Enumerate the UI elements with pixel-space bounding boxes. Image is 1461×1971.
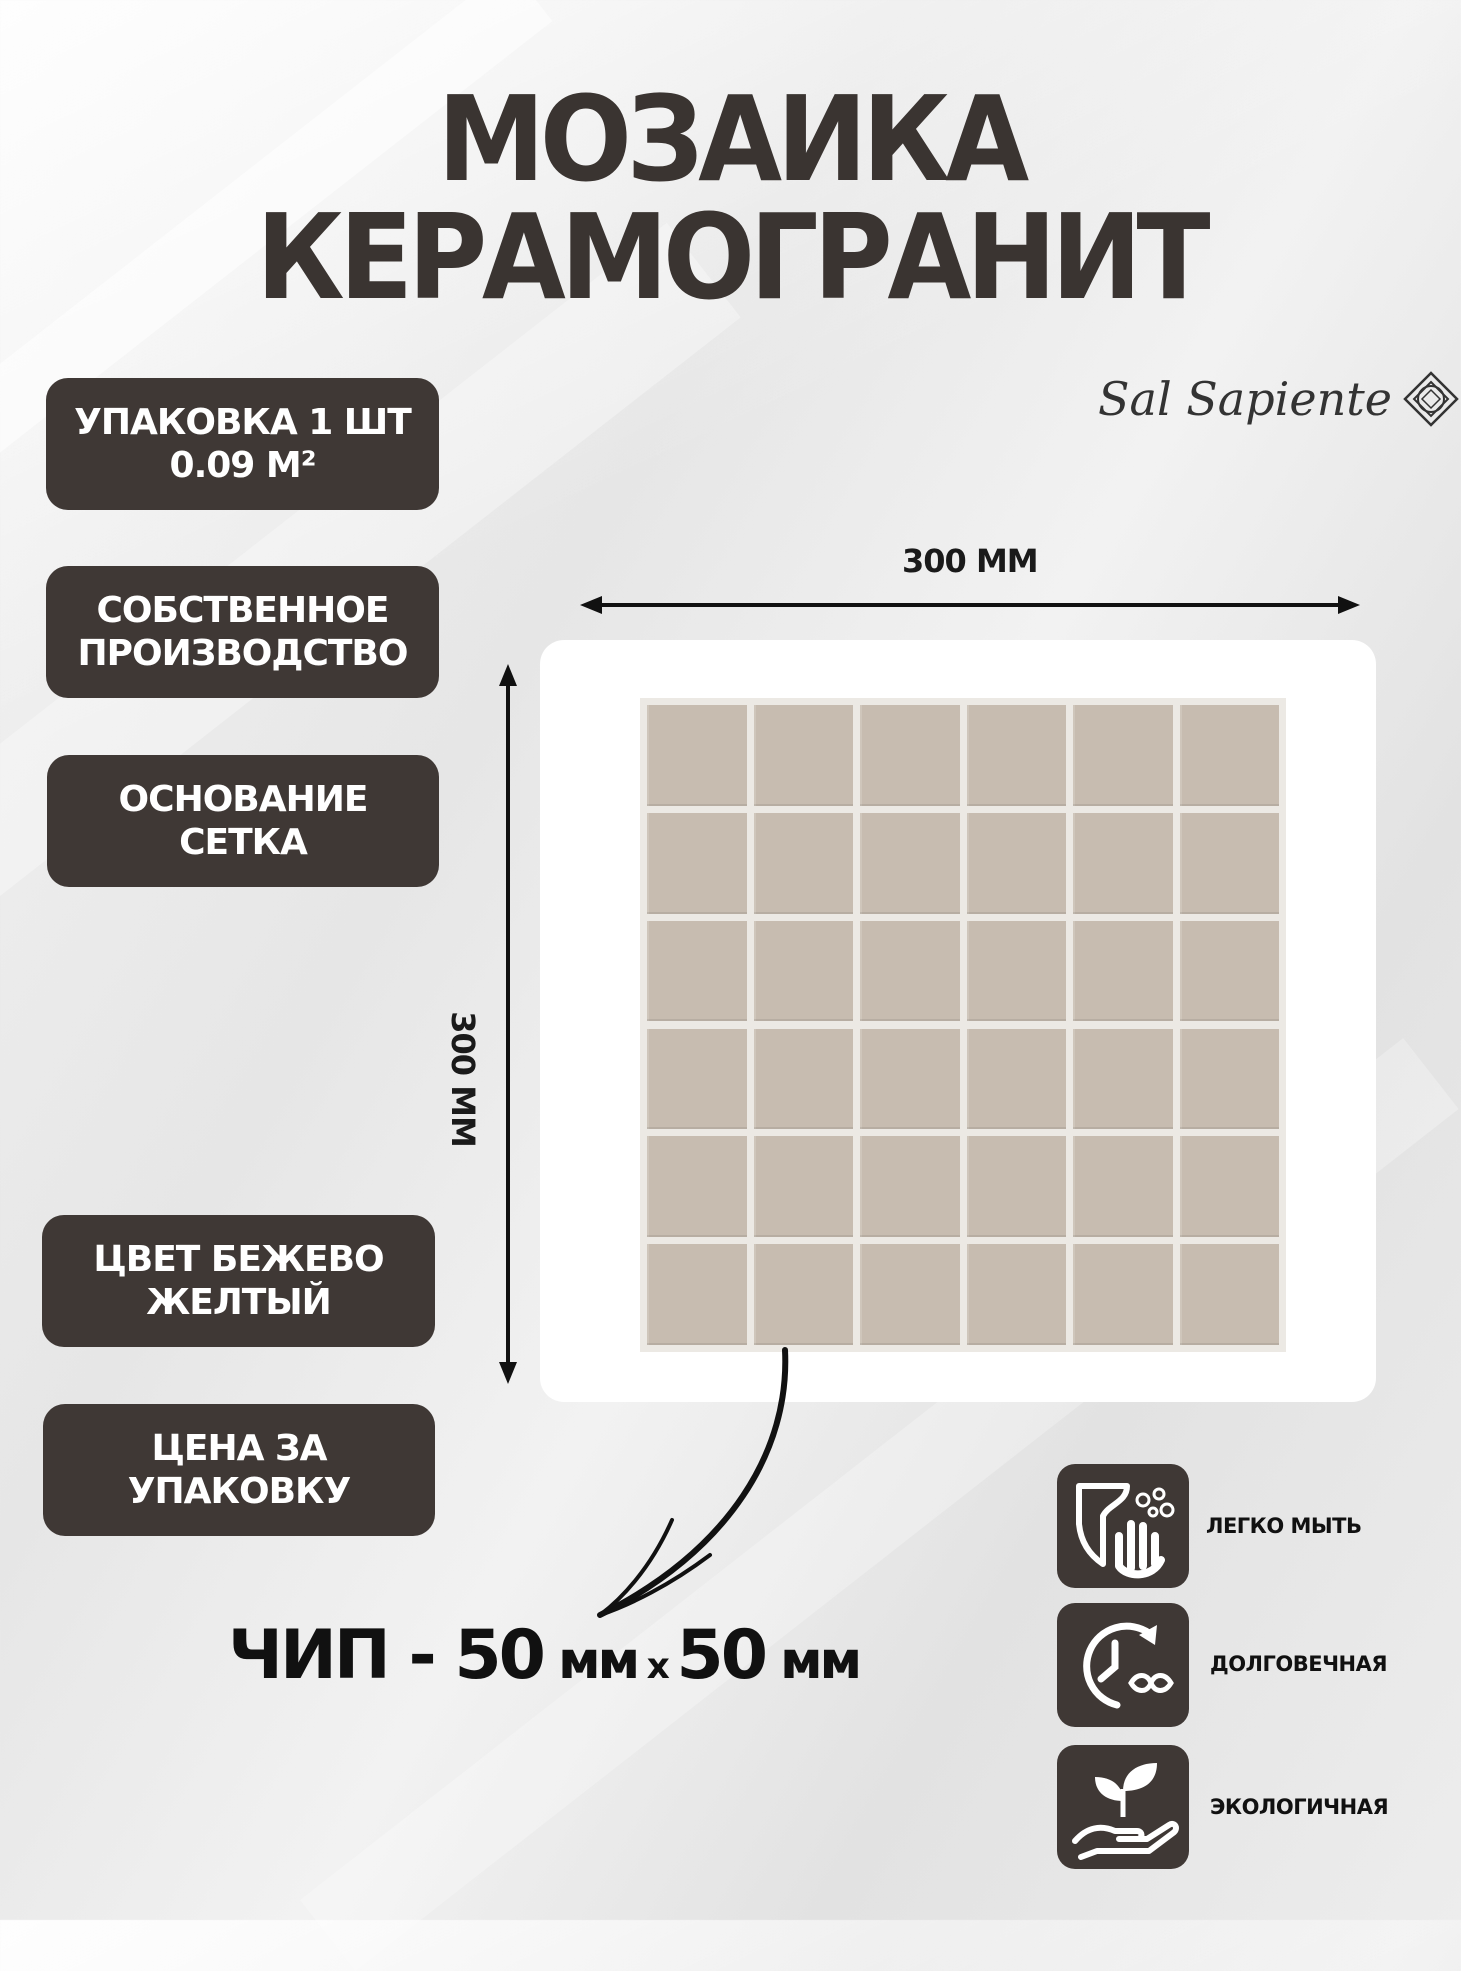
mosaic-tile <box>860 705 960 806</box>
chip-unit-2: мм <box>765 1631 860 1691</box>
mosaic-tile <box>1073 1136 1173 1237</box>
badge-price <box>43 1404 435 1536</box>
mosaic-tile <box>1180 705 1280 806</box>
badge-base <box>47 755 439 887</box>
mosaic-tile <box>754 921 854 1022</box>
mosaic-tile <box>647 1244 747 1345</box>
mosaic-tile <box>647 1136 747 1237</box>
chip-unit-1: мм <box>542 1631 638 1691</box>
badge-package <box>46 378 439 510</box>
mosaic-tile <box>1073 813 1173 914</box>
badge-base-text: ОСНОВАНИЕ СЕТКА <box>118 778 368 863</box>
mosaic-tile <box>860 813 960 914</box>
width-label: 300 ММ <box>902 542 1038 580</box>
feature-label-eco: ЭКОЛОГИЧНАЯ <box>1210 1795 1389 1819</box>
mosaic-tile <box>1180 921 1280 1022</box>
diamond-emblem-icon <box>1402 370 1460 428</box>
washing-hand-icon <box>1057 1464 1189 1588</box>
chip-size <box>228 1616 859 1695</box>
mosaic-tile <box>647 705 747 806</box>
badge-production-text: СОБСТВЕННОЕ ПРОИЗВОДСТВО <box>77 589 408 674</box>
feature-label-wash: ЛЕГКО МЫТЬ <box>1206 1514 1362 1538</box>
mosaic-tile <box>647 921 747 1022</box>
mosaic-tile <box>754 1029 854 1130</box>
mosaic-tile <box>967 1244 1067 1345</box>
badge-price-text: ЦЕНА ЗА УПАКОВКУ <box>127 1427 351 1512</box>
mosaic-tile <box>1073 705 1173 806</box>
mosaic-tile <box>1180 1136 1280 1237</box>
brand-name: Sal Sapiente <box>1098 372 1392 426</box>
badge-package-text: УПАКОВКА 1 ШТ 0.09 М² <box>74 401 411 486</box>
chip-size-2: 50 <box>676 1616 766 1695</box>
height-label: 300 ММ <box>444 1011 482 1147</box>
brand-logo <box>1098 370 1460 428</box>
mosaic-tile <box>647 813 747 914</box>
mosaic-tile <box>1180 813 1280 914</box>
mosaic-tile <box>860 1029 960 1130</box>
mosaic-tile <box>860 921 960 1022</box>
mosaic-sheet <box>640 698 1286 1352</box>
chip-times: х <box>637 1646 677 1687</box>
width-arrow <box>580 590 1360 620</box>
mosaic-tile <box>754 705 854 806</box>
mosaic-tile <box>1073 1029 1173 1130</box>
height-arrow <box>493 664 523 1384</box>
mosaic-tile <box>754 1136 854 1237</box>
mosaic-tile <box>1180 1244 1280 1345</box>
plant-hand-icon <box>1057 1745 1189 1869</box>
title-line-1: МОЗАИКА <box>437 70 1024 208</box>
mosaic-tile <box>967 705 1067 806</box>
mosaic-tile <box>967 813 1067 914</box>
mosaic-tile <box>967 1029 1067 1130</box>
clock-infinity-icon <box>1057 1603 1189 1727</box>
chip-prefix: ЧИП - 50 <box>228 1616 543 1695</box>
mosaic-tile <box>647 1029 747 1130</box>
mosaic-tile <box>1180 1029 1280 1130</box>
mosaic-tile <box>860 1244 960 1345</box>
mosaic-tile <box>967 921 1067 1022</box>
mosaic-tile <box>1073 921 1173 1022</box>
title-line-2: КЕРАМОГРАНИТ <box>255 188 1206 326</box>
curved-arrow <box>590 1340 800 1630</box>
mosaic-tile <box>754 813 854 914</box>
mosaic-tile <box>967 1136 1067 1237</box>
mosaic-tile <box>860 1136 960 1237</box>
mosaic-tile <box>754 1244 854 1345</box>
mosaic-tile <box>1073 1244 1173 1345</box>
badge-color <box>42 1215 435 1347</box>
badge-color-text: ЦВЕТ БЕЖЕВО ЖЕЛТЫЙ <box>93 1238 384 1323</box>
badge-production <box>46 566 439 698</box>
feature-label-durable: ДОЛГОВЕЧНАЯ <box>1210 1652 1388 1676</box>
